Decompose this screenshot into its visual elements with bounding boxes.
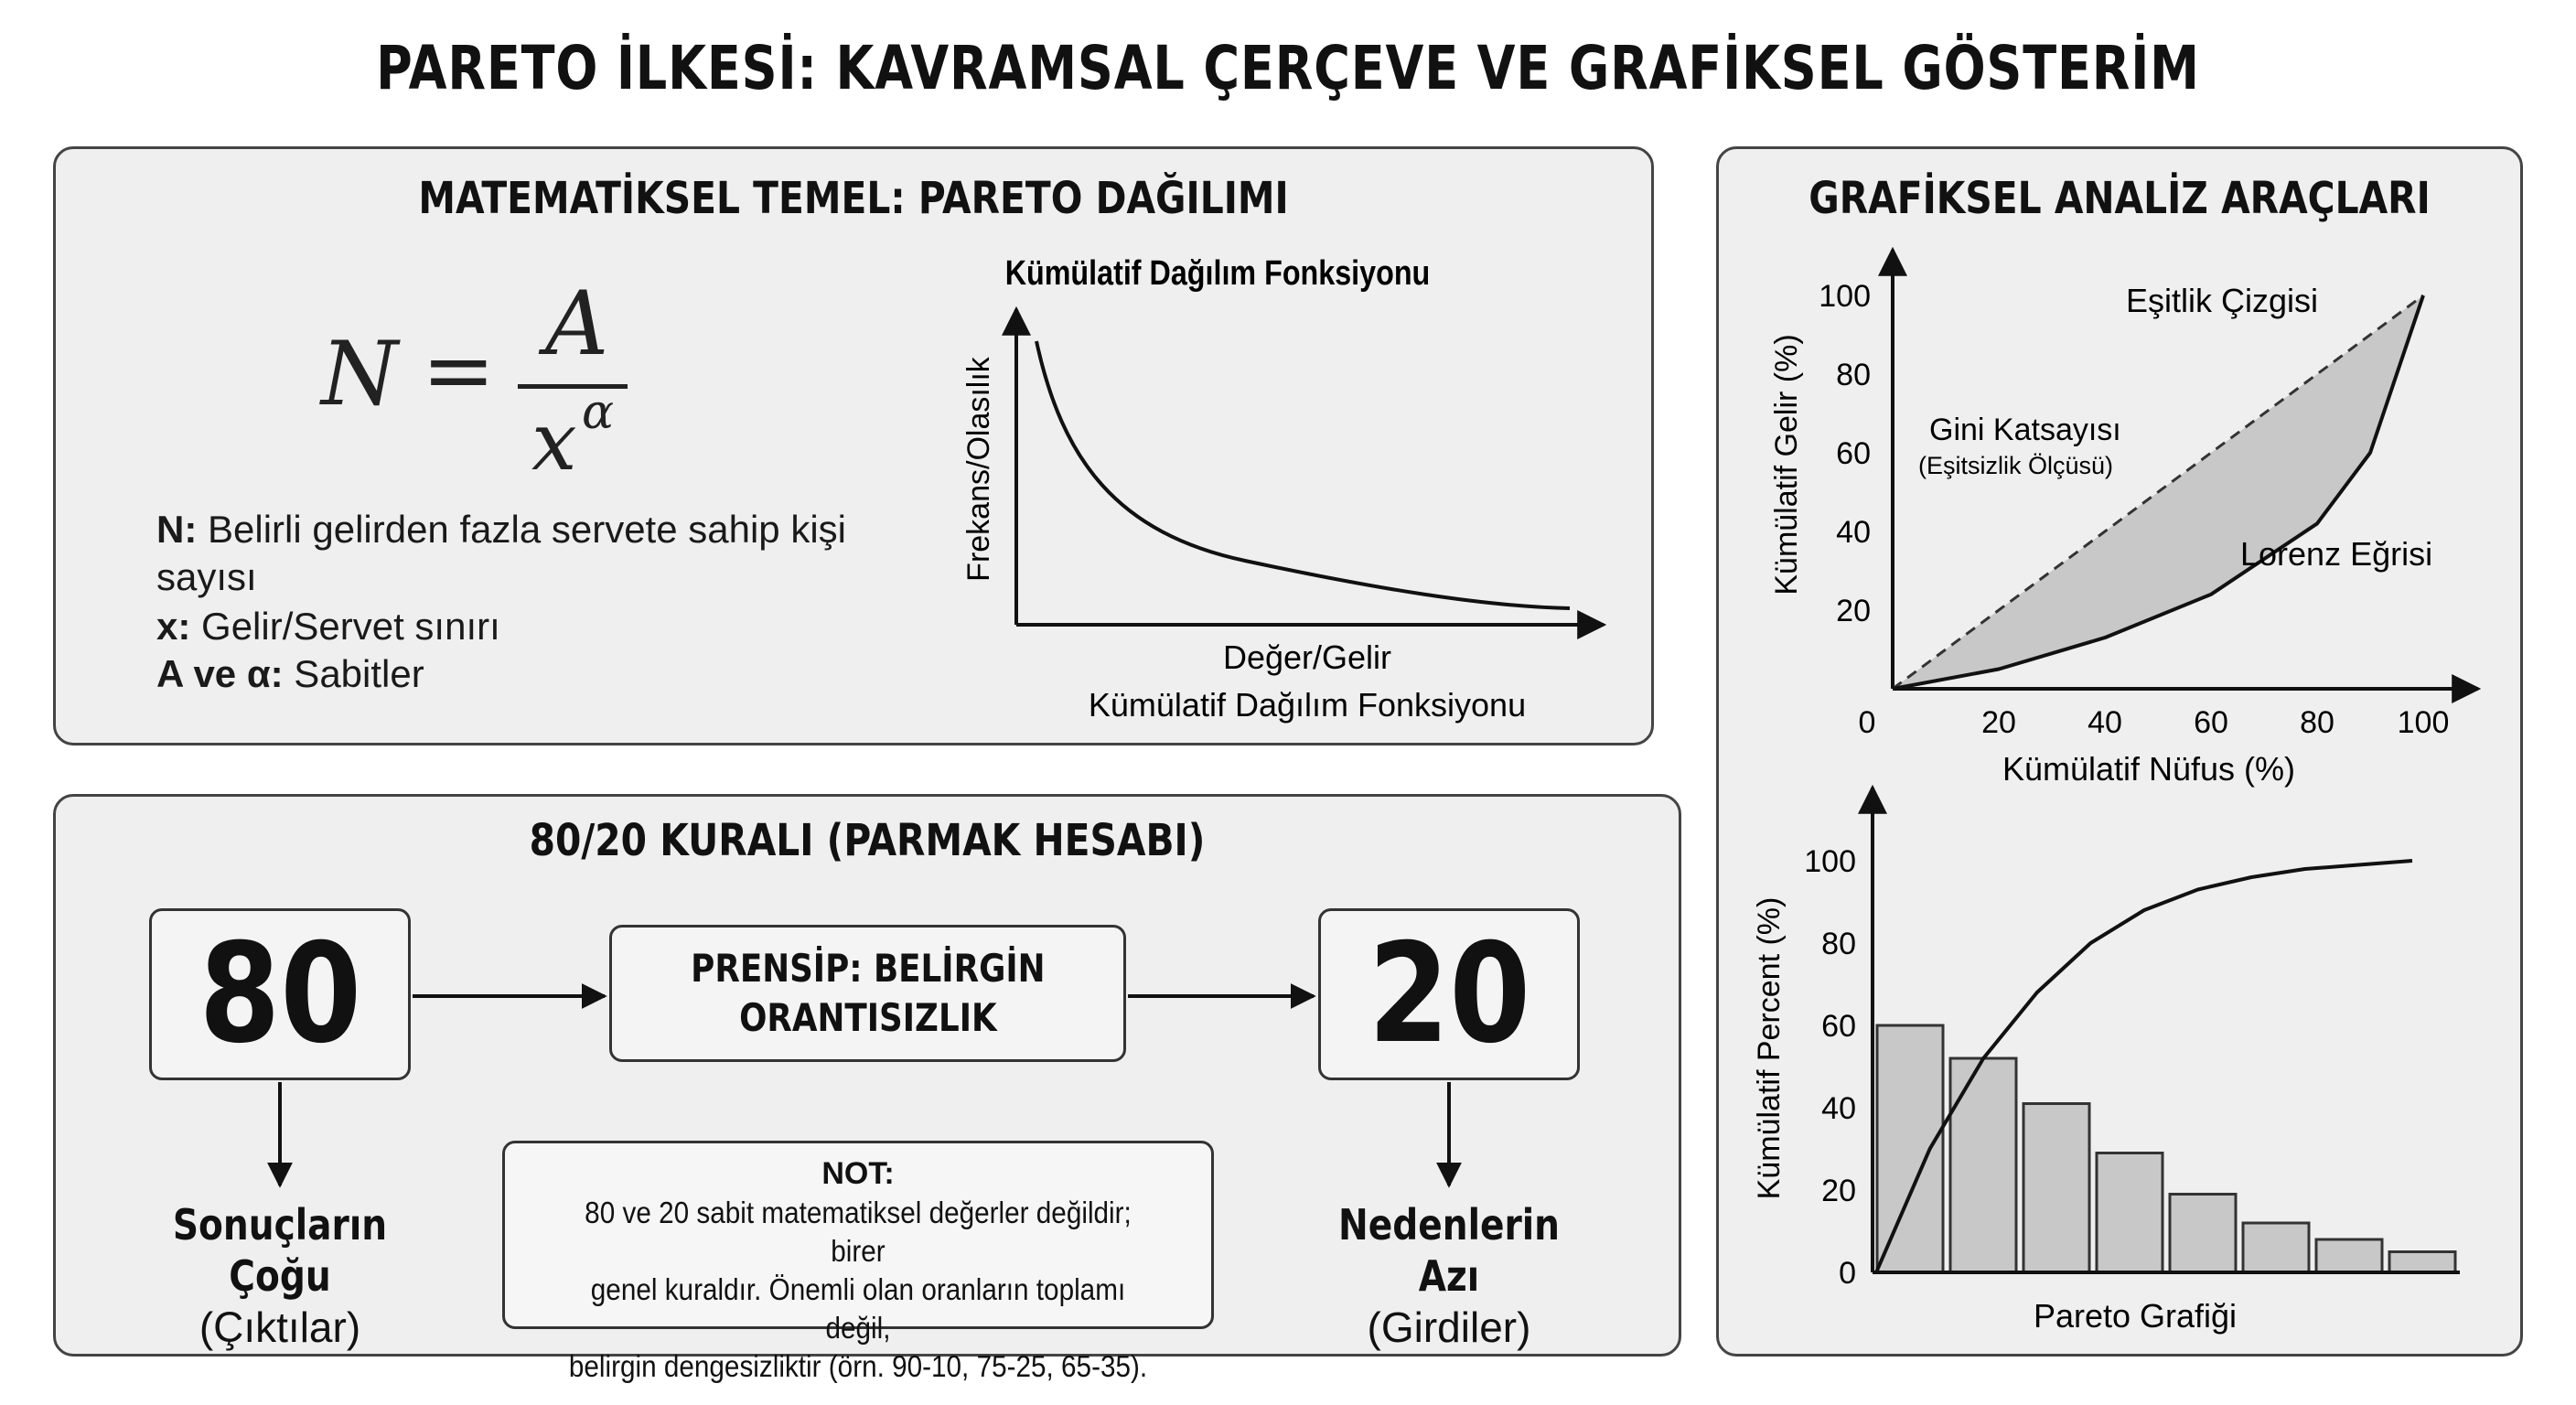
pareto-y-tick: 0 — [1839, 1256, 1856, 1291]
definition-constants: A ve α: Sabitler — [156, 652, 424, 695]
lorenz-x-tick: 0 — [1858, 705, 1876, 740]
cdf-x-label: Değer/Gelir — [1222, 638, 1392, 676]
pareto-chart — [1752, 788, 2460, 1335]
lorenz-y-tick: 100 — [1819, 279, 1871, 314]
lorenz-x-tick: 60 — [2194, 705, 2228, 740]
note-box — [502, 1141, 1214, 1383]
pareto-bar — [1950, 1058, 2016, 1272]
cdf-caption: Kümülatif Dağılım Fonksiyonu — [1088, 686, 1527, 724]
cdf-chart — [56, 149, 1657, 748]
graph-panel — [1716, 146, 2523, 1357]
pareto-bar — [1877, 1025, 1943, 1272]
math-panel — [53, 146, 1654, 745]
lorenz-x-tick: 100 — [2397, 705, 2450, 740]
lorenz-x-label: Kümülatif Nüfus (%) — [2002, 750, 2296, 788]
principle-text: PRENSİP: BELİRGİN ORANTISIZLIK — [690, 946, 1046, 1040]
lorenz-chart — [1769, 250, 2478, 788]
formula-equals: = — [422, 319, 496, 422]
lorenz-y-tick: 60 — [1836, 436, 1871, 471]
definition-n: N: Belirli gelirden fazla servete sahip kişi sayısı — [156, 508, 846, 598]
lorenz-label: Lorenz Eğrisi — [2240, 535, 2433, 573]
pareto-bar — [2316, 1239, 2382, 1272]
lorenz-x-tick: 80 — [2300, 705, 2334, 740]
cdf-y-label: Frekans/Olasılık — [961, 357, 996, 582]
pareto-y-tick: 40 — [1821, 1091, 1856, 1126]
left-caption: Sonuçların Çoğu (Çıktılar) — [172, 1200, 388, 1351]
rule-panel — [53, 794, 1681, 1383]
lorenz-x-tick: 20 — [1981, 705, 2016, 740]
page-title: PARETO İLKESİ: KAVRAMSAL ÇERÇEVE VE GRAFİKSEL GÖSTERİM — [376, 33, 2200, 103]
definition-x: x: Gelir/Servet sınırı — [156, 605, 500, 648]
lorenz-y-tick: 80 — [1836, 358, 1871, 392]
note-body: 80 ve 20 sabit matematiksel değerler değildir; birer genel kuraldır. Önemli olan oranların toplamı değil, belirgin dengesizliktir (örn. 90-10, 75-25, 65-35). — [568, 1196, 1148, 1383]
lorenz-y-label: Kümülatif Gelir (%) — [1769, 334, 1804, 595]
formula-exponent: α — [582, 385, 615, 440]
lorenz-y-tick: 40 — [1836, 515, 1871, 550]
gini-sub-label: (Eşitsizlik Ölçüsü) — [1918, 452, 2114, 479]
graph-panel-title: GRAFİKSEL ANALİZ ARAÇLARI — [1809, 173, 2431, 224]
lorenz-y-tick: 20 — [1836, 594, 1871, 628]
pareto-bar — [2097, 1153, 2163, 1273]
formula-base: x — [531, 394, 577, 488]
pareto-y-tick: 80 — [1821, 927, 1856, 961]
math-panel-title: MATEMATİKSEL TEMEL: PARETO DAĞILIMI — [418, 173, 1289, 224]
rule-panel-title: 80/20 KURALI (PARMAK HESABI) — [529, 815, 1206, 866]
right-value: 20 — [1368, 915, 1530, 1074]
pareto-bar — [2023, 1104, 2089, 1273]
gini-label: Gini Katsayısı — [1929, 413, 2121, 447]
pareto-bar — [2389, 1252, 2455, 1273]
graph-charts — [1719, 149, 2526, 1359]
note-title: NOT: — [821, 1156, 895, 1191]
pareto-x-label: Pareto Grafiği — [2033, 1297, 2238, 1335]
cdf-curve — [1036, 341, 1570, 608]
formula-lhs: N — [321, 323, 398, 425]
equality-label: Eşitlik Çizgisi — [2126, 282, 2319, 319]
pareto-y-label: Kümülatif Percent (%) — [1752, 896, 1787, 1200]
pareto-y-tick: 60 — [1821, 1009, 1856, 1044]
pareto-y-tick: 100 — [1804, 844, 1856, 879]
lorenz-x-tick: 40 — [2088, 705, 2122, 740]
pareto-bar — [2170, 1195, 2236, 1273]
cdf-chart-title: Kümülatif Dağılım Fonksiyonu — [1004, 253, 1431, 293]
left-value: 80 — [199, 915, 361, 1074]
pareto-bar — [2243, 1223, 2309, 1272]
right-caption: Nedenlerin Azı (Girdiler) — [1337, 1200, 1561, 1351]
formula-numerator: A — [545, 273, 609, 375]
pareto-y-tick: 20 — [1821, 1174, 1856, 1208]
